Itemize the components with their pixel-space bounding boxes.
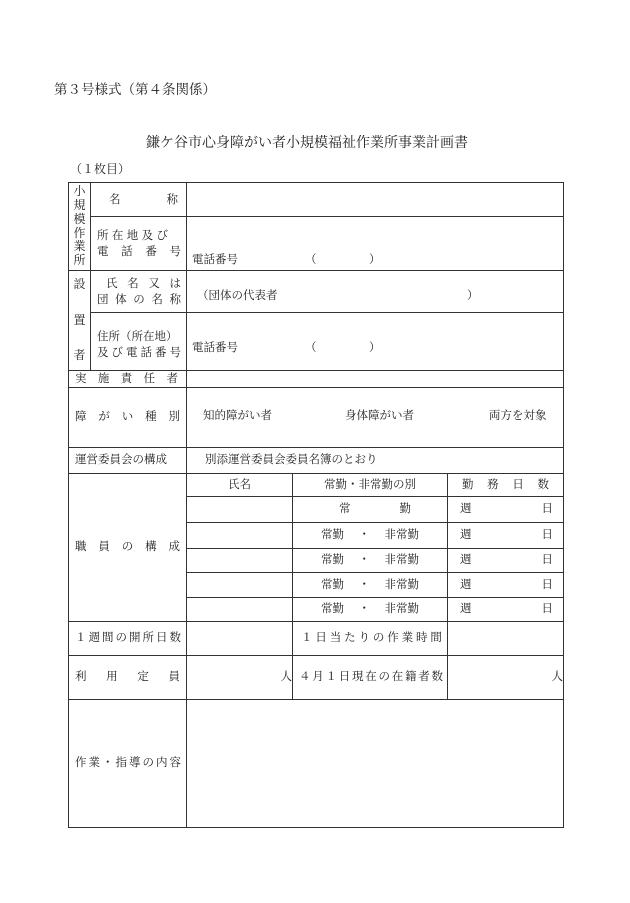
workshop-section-label: 小 規 模 作 業 所 xyxy=(69,183,91,271)
disability-label: 障 が い 種 別 xyxy=(69,387,187,447)
committee-label: 運営委員会の構成 xyxy=(69,447,187,473)
workshop-name-field[interactable] xyxy=(187,183,564,217)
capacity-field[interactable] xyxy=(187,655,293,699)
staff-days-field[interactable]: 週 日 xyxy=(448,496,564,522)
option-intellectual[interactable]: 知的障がい者 xyxy=(203,408,272,423)
workshop-address-field[interactable] xyxy=(187,217,564,271)
representative-paren-close: ） xyxy=(467,287,479,302)
staff-name-field[interactable] xyxy=(187,548,293,572)
staff-col-name: 氏名 xyxy=(187,473,293,496)
founder-section-label: 設 置 者 xyxy=(69,271,91,371)
representative-label: （団体の代表者 xyxy=(197,287,278,302)
founder-address-label: 住所（所在地） 及 び 電 話 番 号 xyxy=(91,313,187,371)
committee-field[interactable]: 別添運営委員会委員名簿のとおり xyxy=(187,447,564,473)
staff-days-field[interactable]: 週 日 xyxy=(448,548,564,572)
enrolled-unit: 人 xyxy=(551,669,564,684)
staff-name-field[interactable] xyxy=(187,597,293,621)
founder-phone-paren-open: （ xyxy=(305,339,317,354)
staff-days-field[interactable]: 週 日 xyxy=(448,522,564,548)
staff-name-field[interactable] xyxy=(187,572,293,597)
staff-col-type: 常勤・非常勤の別 xyxy=(293,473,448,496)
staff-col-days: 勤 務 日 数 xyxy=(448,473,564,496)
founder-phone-paren-close: ） xyxy=(369,339,381,354)
staff-days-field[interactable]: 週 日 xyxy=(448,597,564,621)
founder-phone-label: 電話番号 xyxy=(192,339,238,354)
sheet-number: （１枚目） xyxy=(70,162,131,176)
option-physical[interactable]: 身体障がい者 xyxy=(345,408,414,423)
workshop-phone-label: 電話番号 xyxy=(192,252,238,266)
responsible-label: 実 施 責 任 者 xyxy=(69,371,187,388)
staff-type-cell[interactable]: 常勤 ・ 非常勤 xyxy=(293,597,448,621)
enrolled-label: ４ 月 １ 日 現 在 の 在 籍 者 数 xyxy=(293,655,448,699)
enrolled-field[interactable] xyxy=(448,655,564,699)
document-title: 鎌ケ谷市心身障がい者小規模福祉作業所事業計画書 xyxy=(146,135,468,151)
form-number: 第３号様式（第４条関係） xyxy=(54,82,216,98)
staff-type-cell[interactable]: 常 勤 xyxy=(293,496,448,522)
plan-form-table xyxy=(68,182,564,828)
work-hours-field[interactable] xyxy=(448,621,564,655)
staff-name-field[interactable] xyxy=(187,496,293,522)
content-label: 作 業 ・ 指 導 の 内 容 xyxy=(69,699,187,827)
staff-label: 職 員 の 構 成 xyxy=(69,473,187,621)
staff-days-field[interactable]: 週 日 xyxy=(448,572,564,597)
staff-type-cell[interactable]: 常勤 ・ 非常勤 xyxy=(293,522,448,548)
workshop-phone-paren-close: ） xyxy=(369,252,381,266)
work-hours-label: １ 日 当 た り の 作 業 時 間 xyxy=(293,621,448,655)
open-days-field[interactable] xyxy=(187,621,293,655)
responsible-field[interactable] xyxy=(187,371,564,388)
open-days-label: １ 週 間 の 開 所 日 数 xyxy=(69,621,187,655)
workshop-phone-paren-open: （ xyxy=(305,252,317,266)
capacity-label: 利 用 定 員 xyxy=(69,655,187,699)
founder-name-field[interactable] xyxy=(187,271,564,313)
capacity-unit: 人 xyxy=(280,669,292,684)
staff-name-field[interactable] xyxy=(187,522,293,548)
workshop-name-label: 名 称 xyxy=(91,183,187,217)
founder-name-label: 氏 名 又 は 団 体 の 名 称 xyxy=(91,271,187,313)
content-field[interactable] xyxy=(187,699,564,827)
disability-options[interactable] xyxy=(187,387,564,447)
staff-type-cell[interactable]: 常勤 ・ 非常勤 xyxy=(293,572,448,597)
founder-address-field[interactable] xyxy=(187,313,564,371)
staff-type-cell[interactable]: 常勤 ・ 非常勤 xyxy=(293,548,448,572)
workshop-address-label: 所 在 地 及 び 電 話 番 号 xyxy=(91,217,187,271)
option-both[interactable]: 両方を対象 xyxy=(489,408,547,423)
